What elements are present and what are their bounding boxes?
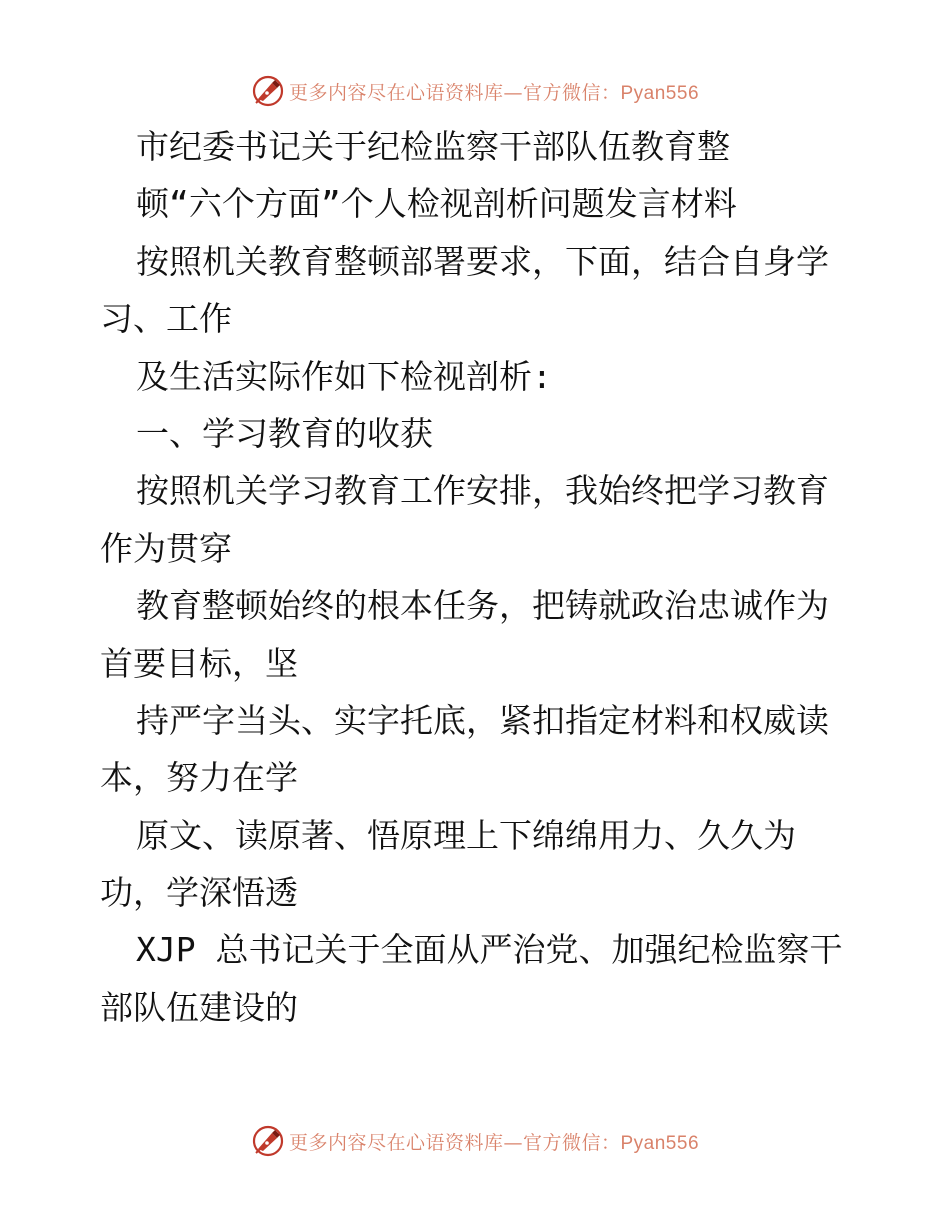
text-line: 持严字当头、实字托底，紧扣指定材料和权威读 (136, 700, 829, 740)
pen-nib-logo-icon (251, 74, 285, 108)
text-line: 本，努力在学 (100, 758, 298, 798)
text-line: 及生活实际作如下检视剖析: (136, 356, 552, 396)
pen-nib-logo-icon (251, 1124, 285, 1158)
text-line: 原文、读原著、悟原理上下绵绵用力、久久为 (136, 815, 796, 855)
header-banner (0, 71, 950, 111)
text-line: XJP 总书记关于全面从严治党、加强纪检监察干 (136, 930, 843, 970)
text-line: 市纪委书记关于纪检监察干部队伍教育整 (136, 127, 730, 166)
text-line: 教育整顿始终的根本任务，把铸就政治忠诚作为 (136, 586, 829, 626)
wechat-id: Pyan556 (620, 82, 700, 104)
text-line: 按照机关学习教育工作安排，我始终把学习教育 (136, 471, 829, 511)
section-heading: 一、学习教育的收获 (136, 413, 433, 453)
text-line: 习、工作 (100, 299, 232, 339)
text-line: 首要目标，坚 (100, 643, 298, 683)
banner-text: 更多内容尽在心语资料库—官方微信： (288, 81, 621, 104)
wechat-id: Pyan556 (620, 1132, 700, 1154)
text-line: 作为贯穿 (100, 528, 232, 568)
footer-banner (0, 1121, 950, 1161)
text-line: 顿“六个方面”个人检视剖析问题发言材料 (136, 184, 737, 224)
banner-text: 更多内容尽在心语资料库—官方微信： (288, 1131, 621, 1154)
document-body (100, 118, 860, 1036)
text-line: 按照机关教育整顿部署要求，下面，结合自身学 (136, 241, 829, 281)
text-line: 功，学深悟透 (100, 873, 298, 913)
text-line: 部队伍建设的 (100, 987, 298, 1027)
